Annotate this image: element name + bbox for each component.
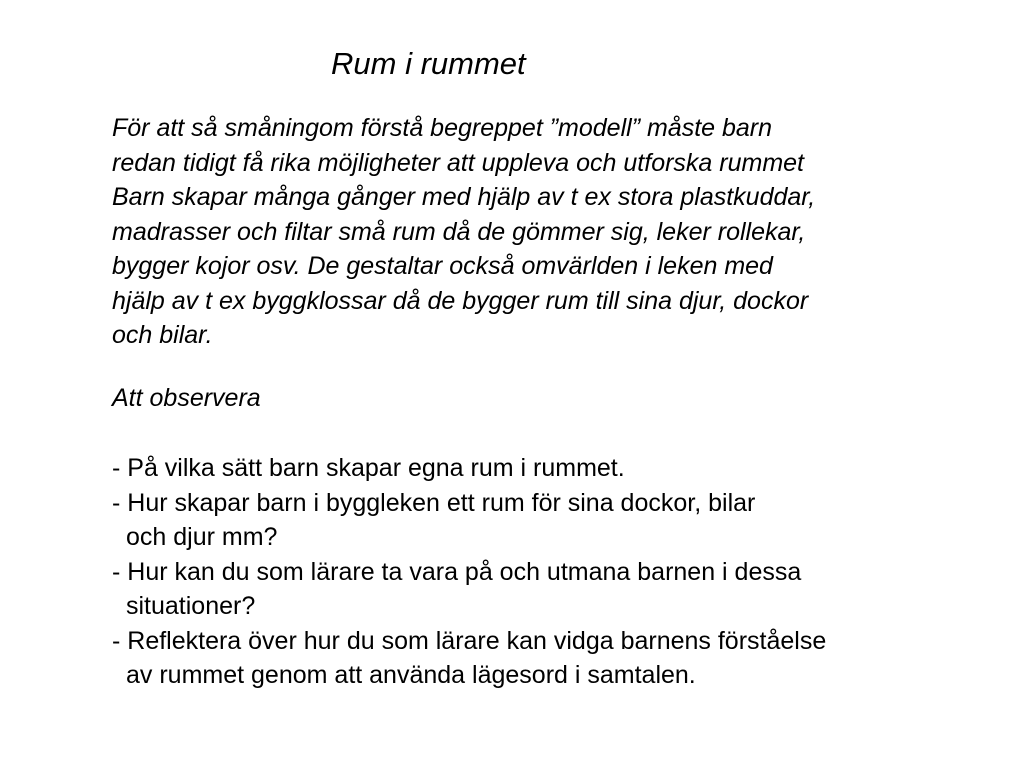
list-item-continuation: av rummet genom att använda lägesord i samtalen. bbox=[126, 661, 696, 689]
paragraph-line: För att så småningom förstå begreppet ”modell” måste barn bbox=[112, 114, 773, 142]
list-item: - Hur skapar barn i byggleken ett rum för sina dockor, bilar bbox=[112, 488, 756, 517]
paragraph-line: Barn skapar många gånger med hjälp av t ex stora plastkuddar, bbox=[112, 183, 816, 211]
intro-paragraph bbox=[112, 111, 815, 353]
list-item: - På vilka sätt barn skapar egna rum i rummet. bbox=[112, 454, 625, 482]
list-item-continuation: och djur mm? bbox=[126, 523, 278, 551]
list-item-continuation: situationer? bbox=[126, 592, 256, 620]
list-item: - Reflektera över hur du som lärare kan vidga barnens förståelse bbox=[112, 626, 827, 655]
paragraph-line: och bilar. bbox=[112, 321, 213, 349]
paragraph-line: bygger kojor osv. De gestaltar också omvärlden i leken med bbox=[112, 252, 773, 280]
paragraph-line: redan tidigt få rika möjligheter att uppleva och utforska rummet bbox=[112, 148, 805, 177]
paragraph-line: hjälp av t ex byggklossar då de bygger rum till sina djur, dockor bbox=[112, 286, 809, 315]
list-item: - Hur kan du som lärare ta vara på och utmana barnen i dessa bbox=[112, 557, 802, 586]
slide-title: Rum i rummet bbox=[331, 46, 526, 81]
observation-list bbox=[112, 451, 826, 693]
paragraph-line: madrasser och filtar små rum då de gömmer sig, leker rollekar, bbox=[112, 217, 806, 246]
observe-heading: Att observera bbox=[112, 384, 261, 412]
